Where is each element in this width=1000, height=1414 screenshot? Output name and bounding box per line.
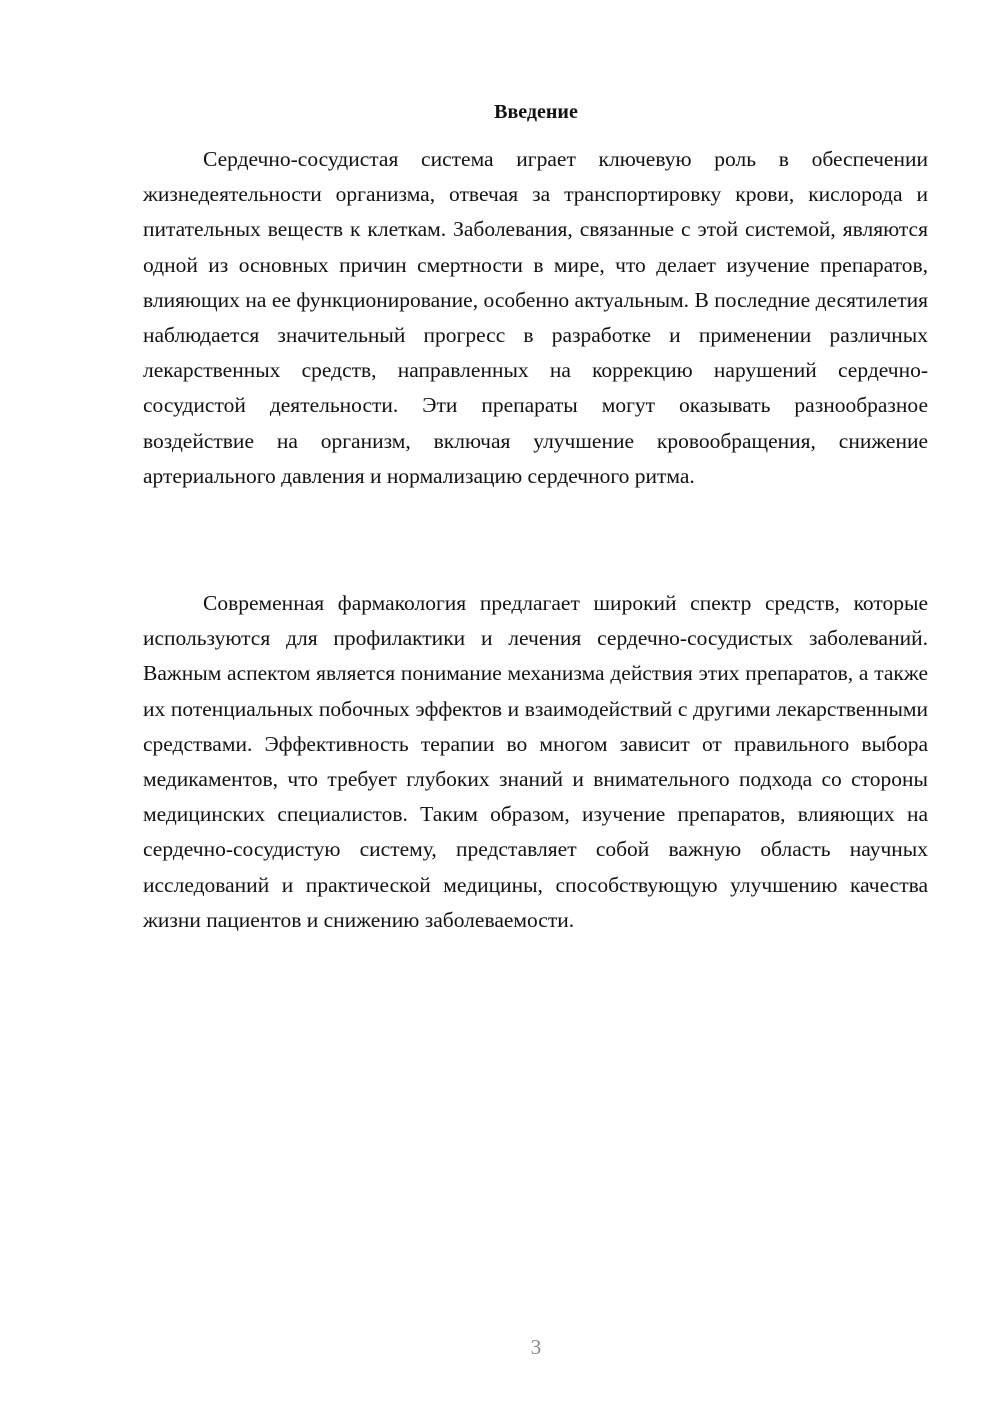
- page-number: 3: [530, 1335, 542, 1359]
- page-title: Введение: [494, 101, 578, 123]
- paragraph-intro: Сердечно-сосудистая система играет ключевую роль в обеспечении жизнедеятельности организма, отвечая за транспортировку крови, кислорода и питательных веществ к клеткам. Заболевания, связанные с этой системой, являются одной из основных причин смертности в мире, что делает изучение препаратов, влияющих на ее функционирование, особенно актуальным. В последние десятилетия наблюдается значительный прогресс в разработке и применении различных лекарственных средств, направленных на коррекцию нарушений сердечно-сосудистой деятельности. Эти препараты могут оказывать разнообразное воздействие на организм, включая улучшение кровообращения, снижение артериального давления и нормализацию сердечного ритма.: [143, 147, 928, 488]
- paragraph-pharmacology: Современная фармакология предлагает широкий спектр средств, которые используются для профилактики и лечения сердечно-сосудистых заболеваний. Важным аспектом является понимание механизма действия этих препаратов, а также их потенциальных побочных эффектов и взаимодействий с другими лекарственными средствами. Эффективность терапии во многом зависит от правильного выбора медикаментов, что требует глубоких знаний и внимательного подхода со стороны медицинских специалистов. Таким образом, изучение препаратов, влияющих на сердечно-сосудистую систему, представляет собой важную область научных исследований и практической медицины, способствующую улучшению качества жизни пациентов и снижению заболеваемости.: [143, 591, 928, 932]
